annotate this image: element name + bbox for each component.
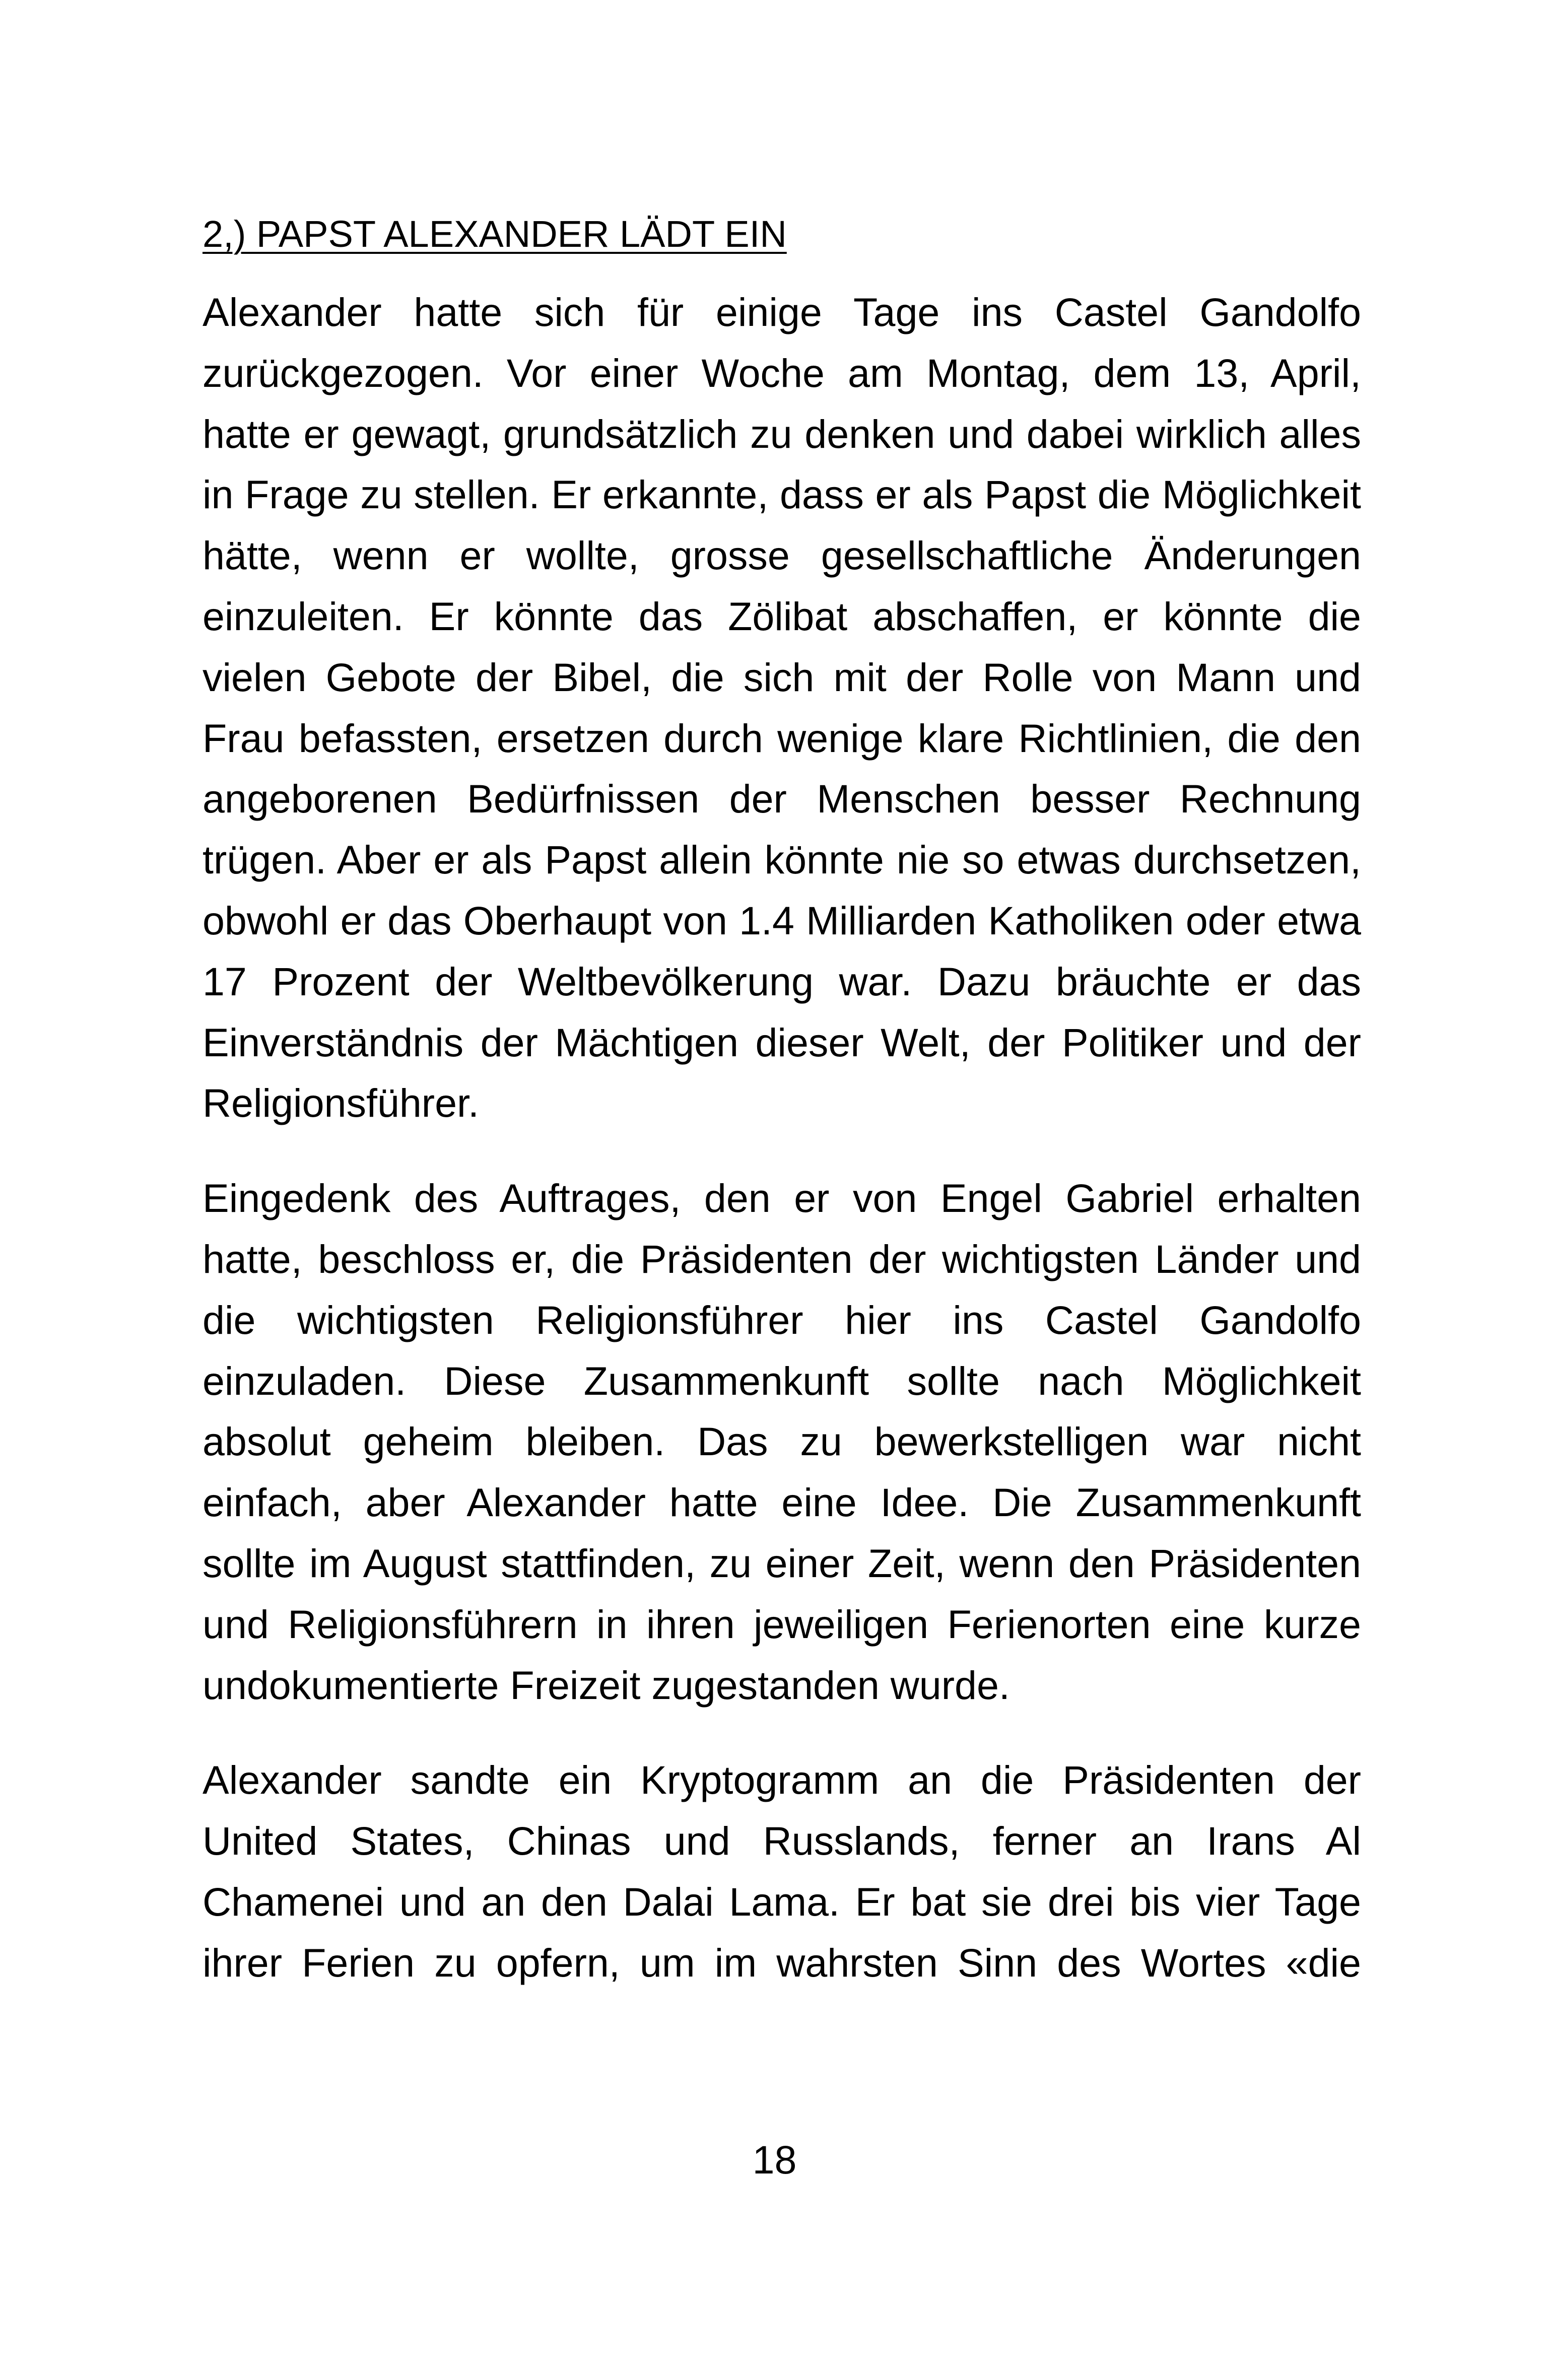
paragraph-3: Alexander sandte ein Kryptogramm an die Präsidenten der United States, Chinas und Russlands, ferner an Irans Al Chamenei und an den Dalai Lama. Er bat sie drei bis vier Tage ihrer Ferien zu opfern, um im wahrsten Sinn des Wortes «die (203, 1757, 1361, 1985)
page-number: 18 (752, 2137, 797, 2182)
paragraph-1: Alexander hatte sich für einige Tage ins Castel Gandolfo zurückgezogen. Vor einer Woche am Montag, dem 13, April, hatte er gewagt, grundsätzlich zu denken und dabei wirklich alles in Frage zu stellen. Er erkannte, dass er als Papst die Möglichkeit hätte, wenn er wollte, grosse gesellschaftliche Änderungen einzuleiten. Er könnte das Zölibat abschaffen, er könnte die vielen Gebote der Bibel, die sich mit der Rolle von Mann und Frau befassten, ersetzen durch wenige klare Richtlinien, die den angeborenen Bedürfnissen der Menschen besser Rechnung trügen. Aber er als Papst allein könnte nie so etwas durchsetzen, obwohl er das Oberhaupt von 1.4 Milliarden Katholiken oder etwa 17 Prozent der Weltbevölkerung war. Dazu bräuchte er das Einverständnis der Mächtigen dieser Welt, der Politiker und der Religionsführer. (203, 290, 1361, 1126)
chapter-title: 2,) PAPST ALEXANDER LÄDT EIN (203, 213, 787, 255)
paragraph-2: Eingedenk des Auftrages, den er von Engel Gabriel erhalten hatte, beschloss er, die Präsidenten der wichtigsten Länder und die wichtigsten Religionsführer hier ins Castel Gandolfo einzuladen. Diese Zusammenkunft sollte nach Möglichkeit absolut geheim bleiben. Das zu bewerkstelligen war nicht einfach, aber Alexander hatte eine Idee. Die Zusammenkunft sollte im August stattfinden, zu einer Zeit, wenn den Präsidenten und Religionsführern in ihren jeweiligen Ferienorten eine kurze undokumentierte Freizeit zugestanden wurde. (203, 1176, 1361, 1708)
page-content (203, 212, 1361, 2028)
